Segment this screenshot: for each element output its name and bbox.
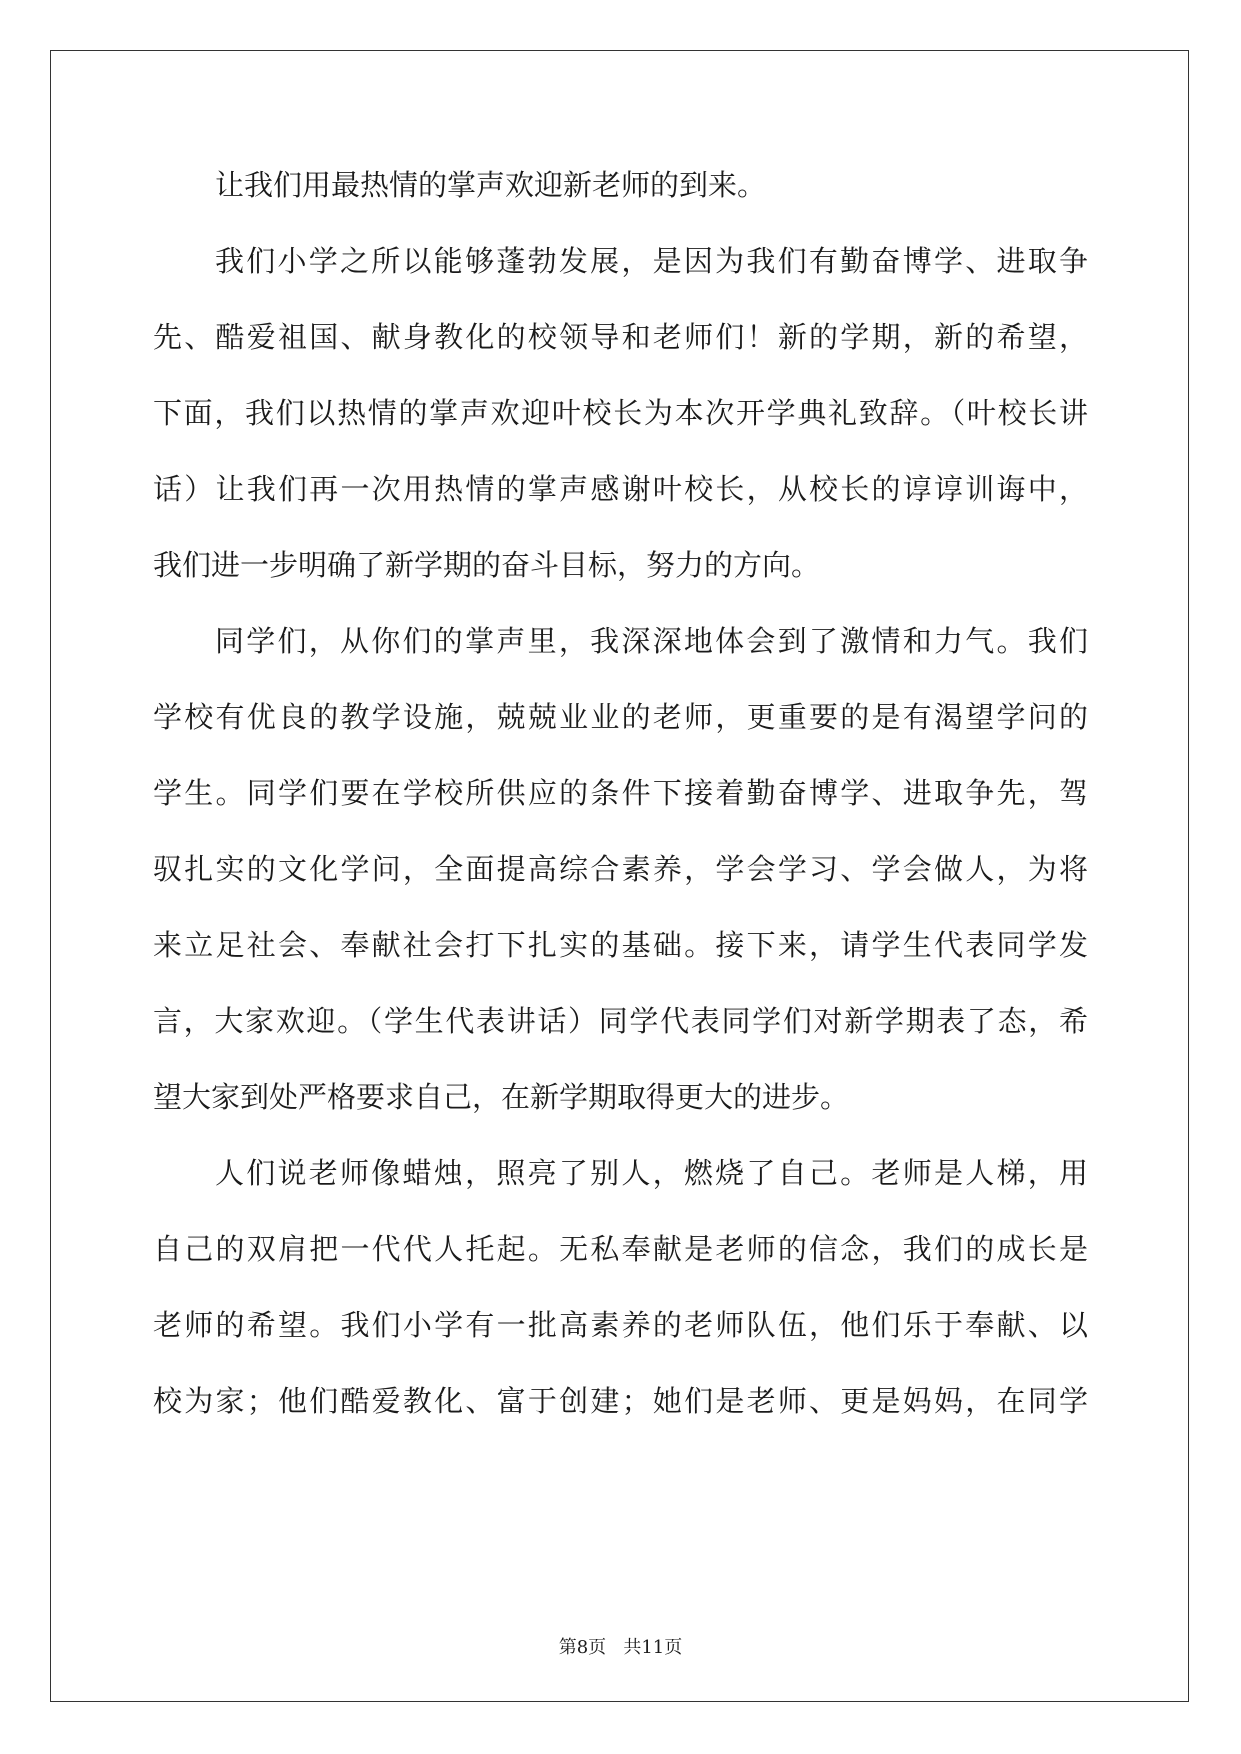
text-line: 来立足社会、奉献社会打下扎实的基础。接下来，请学生代表同学发 xyxy=(153,928,1088,962)
text-line: 话）让我们再一次用热情的掌声感谢叶校长，从校长的谆谆训诲中， xyxy=(153,472,1088,506)
text-line: 我们进一步明确了新学期的奋斗目标，努力的方向。 xyxy=(153,548,821,582)
document-body xyxy=(153,163,1088,1455)
page-number: 第8页 xyxy=(558,1637,607,1658)
text-line: 老师的希望。我们小学有一批高素养的老师队伍，他们乐于奉献、以 xyxy=(153,1308,1088,1342)
text-line: 学校有优良的教学设施，兢兢业业的老师，更重要的是有渴望学问的 xyxy=(153,700,1088,734)
text-line: 自己的双肩把一代代人托起。无私奉献是老师的信念，我们的成长是 xyxy=(153,1232,1088,1266)
text-line: 同学们，从你们的掌声里，我深深地体会到了激情和力气。我们 xyxy=(215,624,1088,658)
page-footer xyxy=(0,1633,1241,1659)
text-line: 学生。同学们要在学校所供应的条件下接着勤奋博学、进取争先，驾 xyxy=(153,776,1088,810)
text-line: 言，大家欢迎。（学生代表讲话）同学代表同学们对新学期表了态，希 xyxy=(153,1004,1088,1038)
text-line: 望大家到处严格要求自己，在新学期取得更大的进步。 xyxy=(153,1080,850,1114)
text-line: 下面，我们以热情的掌声欢迎叶校长为本次开学典礼致辞。（叶校长讲 xyxy=(153,396,1088,430)
text-line: 驭扎实的文化学问，全面提高综合素养，学会学习、学会做人，为将 xyxy=(153,852,1088,886)
text-line: 先、酷爱祖国、献身教化的校领导和老师们！新的学期，新的希望， xyxy=(153,320,1088,354)
total-pages: 共11页 xyxy=(623,1637,683,1658)
text-line: 我们小学之所以能够蓬勃发展，是因为我们有勤奋博学、进取争 xyxy=(215,244,1088,278)
text-line: 人们说老师像蜡烛，照亮了别人，燃烧了自己。老师是人梯，用 xyxy=(215,1156,1088,1190)
text-line: 让我们用最热情的掌声欢迎新老师的到来。 xyxy=(215,168,767,202)
text-line: 校为家；他们酷爱教化、富于创建；她们是老师、更是妈妈，在同学 xyxy=(153,1384,1088,1418)
